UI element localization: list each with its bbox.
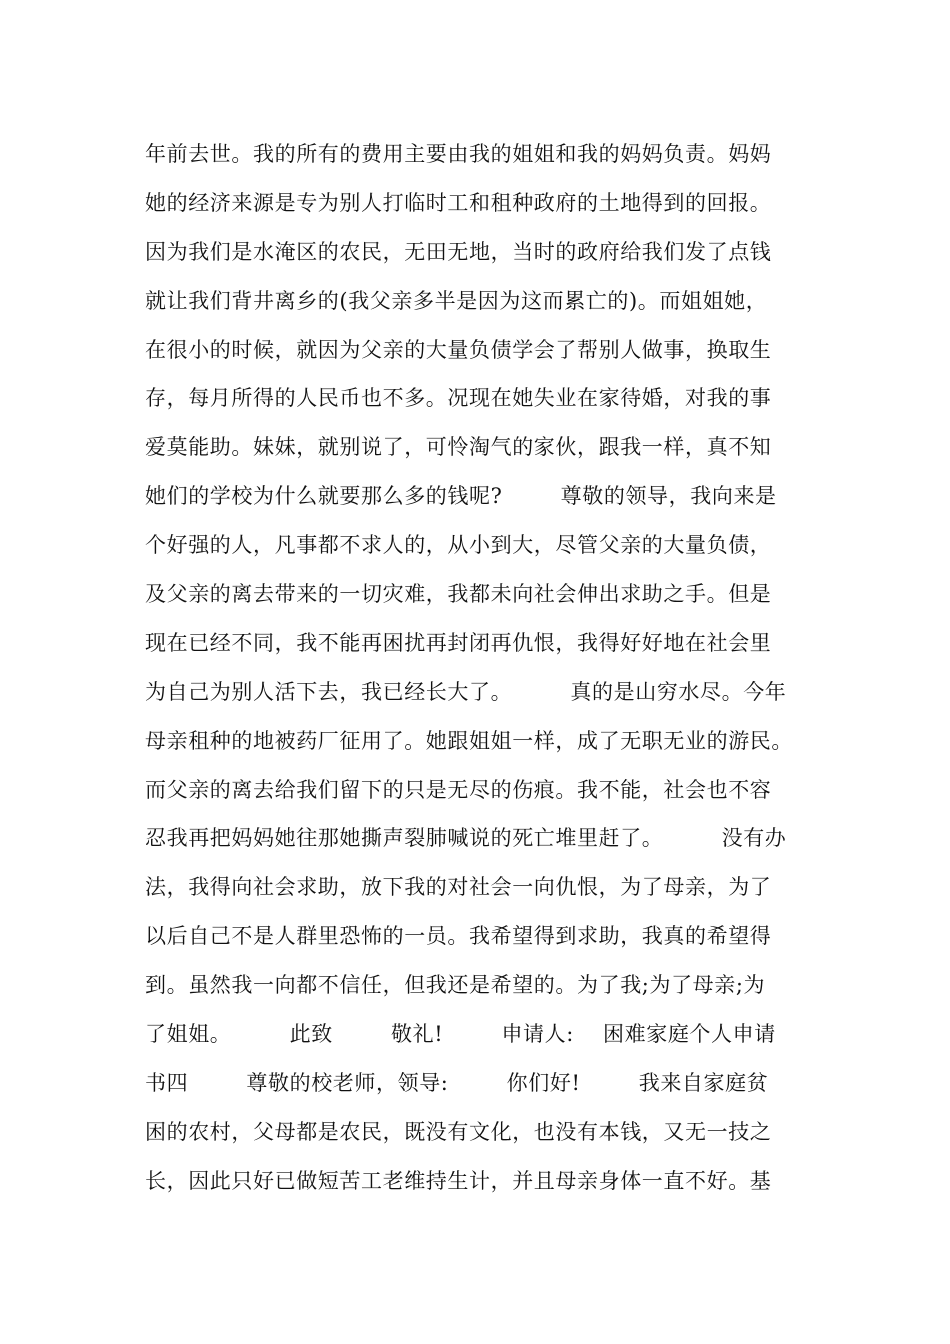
text-line: 个好强的人，凡事都不求人的，从小到大，尽管父亲的大量负债，	[145, 533, 772, 558]
text-line: 她们的学校为什么就要那么多的钱呢? 尊敬的领导，我向来是	[145, 484, 777, 509]
text-line: 忍我再把妈妈她往那她撕声裂肺喊说的死亡堆里赶了。 没有办	[145, 826, 787, 851]
text-line: 困的农村，父母都是农民，既没有文化，也没有本钱，又无一技之	[145, 1119, 772, 1144]
text-line: 长，因此只好已做短苦工老维持生计，并且母亲身体一直不好。基	[145, 1168, 772, 1193]
text-line: 爱莫能助。妹妹，就别说了，可怜淘气的家伙，跟我一样，真不知	[145, 435, 772, 460]
text-line: 而父亲的离去给我们留下的只是无尽的伤痕。我不能，社会也不容	[145, 777, 772, 802]
text-line: 书四 尊敬的校老师，领导: 你们好! 我来自家庭贫	[145, 1070, 769, 1095]
text-line: 她的经济来源是专为别人打临时工和租种政府的土地得到的回报。	[145, 190, 772, 215]
text-line: 存，每月所得的人民币也不多。况现在她失业在家待婚，对我的事	[145, 386, 772, 411]
text-line: 及父亲的离去带来的一切灾难，我都未向社会伸出求助之手。但是	[145, 582, 772, 607]
text-line: 因为我们是水淹区的农民，无田无地，当时的政府给我们发了点钱	[145, 239, 772, 264]
text-line: 就让我们背井离乡的(我父亲多半是因为这而累亡的)。而姐姐她，	[145, 288, 768, 313]
text-line: 为自己为别人活下去，我已经长大了。 真的是山穷水尽。今年	[145, 679, 787, 704]
text-line: 到。虽然我一向都不信任，但我还是希望的。为了我;为了母亲;为	[145, 973, 766, 998]
text-line: 以后自己不是人群里恐怖的一员。我希望得到求助，我真的希望得	[145, 924, 772, 949]
text-line: 在很小的时候，就因为父亲的大量负债学会了帮别人做事，换取生	[145, 337, 772, 362]
text-line: 年前去世。我的所有的费用主要由我的姐姐和我的妈妈负责。妈妈	[145, 142, 772, 166]
body-text	[145, 130, 845, 1206]
text-line: 母亲租种的地被药厂征用了。她跟姐姐一样，成了无职无业的游民。	[145, 728, 793, 753]
text-line: 了姐姐。 此致 敬礼! 申请人: 困难家庭个人申请	[145, 1022, 776, 1047]
text-line: 法，我得向社会求助，放下我的对社会一向仇恨，为了母亲，为了	[145, 875, 772, 900]
text-line: 现在已经不同，我不能再困扰再封闭再仇恨，我得好好地在社会里	[145, 630, 772, 655]
